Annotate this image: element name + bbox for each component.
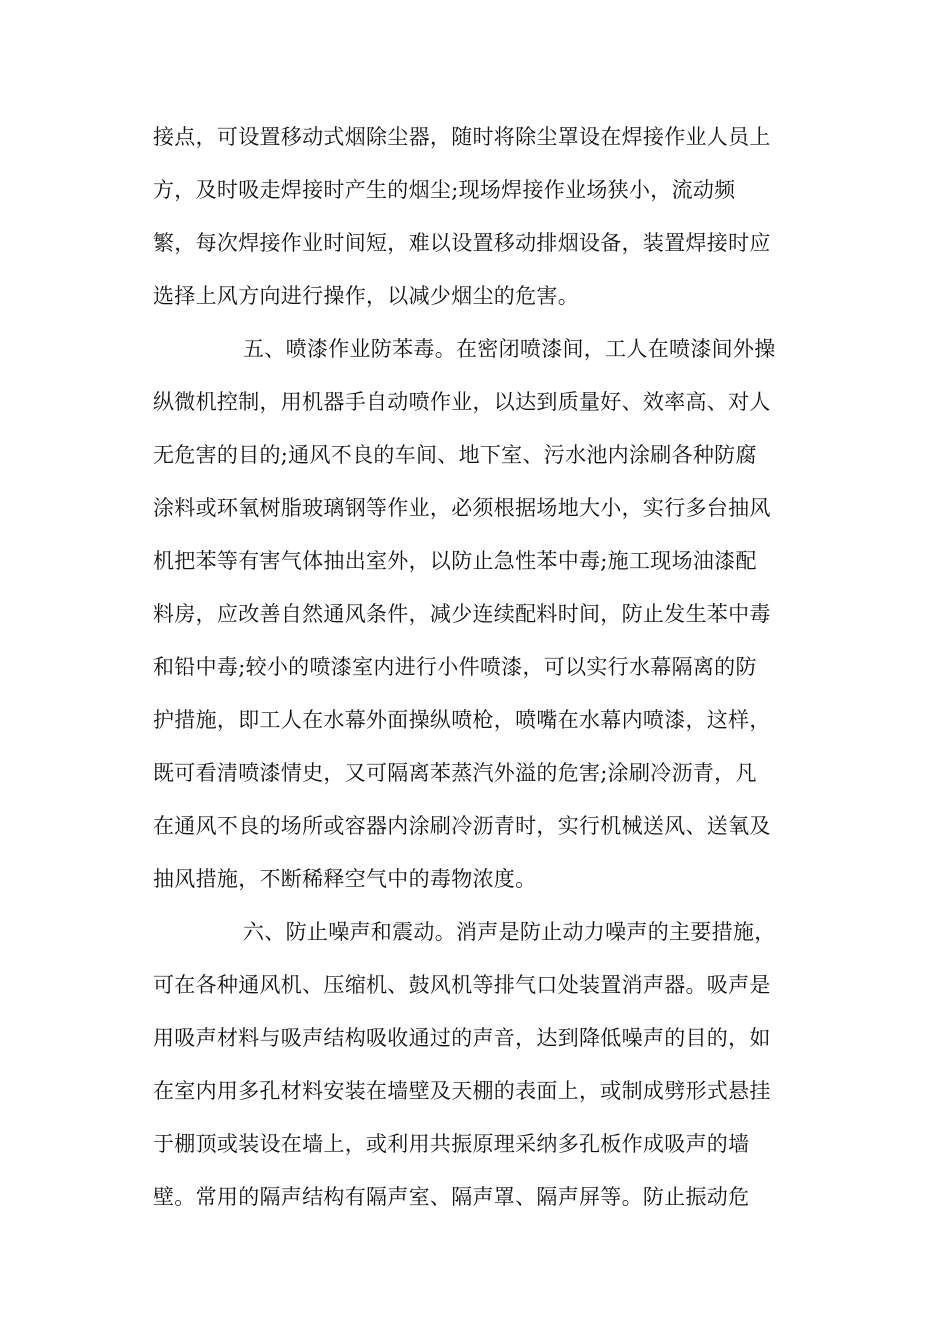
- text-line: 方，及时吸走焊接时产生的烟尘;现场焊接作业场狭小，流动频: [153, 178, 736, 202]
- text-line: 既可看清喷漆情史，又可隔离苯蒸汽外溢的危害;涂刷冷沥青，凡: [153, 761, 757, 785]
- text-line: 壁。常用的隔声结构有隔声室、隔声罩、隔声屏等。防止振动危: [153, 1185, 750, 1209]
- paragraph-heading-line: 六、防止噪声和震动。消声是防止动力噪声的主要措施，: [243, 920, 776, 944]
- text-line: 用吸声材料与吸声结构吸收通过的声音，达到降低噪声的目的，如: [153, 1026, 771, 1050]
- text-line: 在通风不良的场所或容器内涂刷冷沥青时，实行机械送风、送氧及: [153, 814, 771, 838]
- text-line: 涂料或环氧树脂玻璃钢等作业，必须根据场地大小，实行多台抽风: [153, 496, 771, 520]
- text-line: 抽风措施，不断稀释空气中的毒物浓度。: [153, 867, 537, 891]
- text-line: 接点，可设置移动式烟除尘器，随时将除尘罩设在焊接作业人员上: [153, 125, 771, 149]
- paragraph-heading-line: 五、喷漆作业防苯毒。在密闭喷漆间，工人在喷漆间外操: [243, 337, 776, 361]
- text-line: 在室内用多孔材料安装在墙壁及天棚的表面上，或制成劈形式悬挂: [153, 1079, 771, 1103]
- text-line: 机把苯等有害气体抽出室外，以防止急性苯中毒;施工现场油漆配: [153, 549, 757, 573]
- text-line: 可在各种通风机、压缩机、鼓风机等排气口处装置消声器。吸声是: [153, 973, 771, 997]
- text-line: 和铅中毒;较小的喷漆室内进行小件喷漆，可以实行水幕隔离的防: [153, 655, 757, 679]
- text-line: 选择上风方向进行操作，以减少烟尘的危害。: [153, 284, 579, 308]
- text-line: 无危害的目的;通风不良的车间、地下室、污水池内涂刷各种防腐: [153, 443, 757, 467]
- text-line: 繁，每次焊接作业时间短，难以设置移动排烟设备，装置焊接时应: [153, 231, 771, 255]
- text-line: 料房，应改善自然通风条件，减少连续配料时间，防止发生苯中毒: [153, 602, 771, 626]
- text-line: 于棚顶或装设在墙上，或利用共振原理采纳多孔板作成吸声的墙: [153, 1132, 750, 1156]
- text-line: 护措施，即工人在水幕外面操纵喷枪，喷嘴在水幕内喷漆，这样，: [153, 708, 771, 732]
- text-line: 纵微机控制，用机器手自动喷作业，以达到质量好、效率高、对人: [153, 390, 771, 414]
